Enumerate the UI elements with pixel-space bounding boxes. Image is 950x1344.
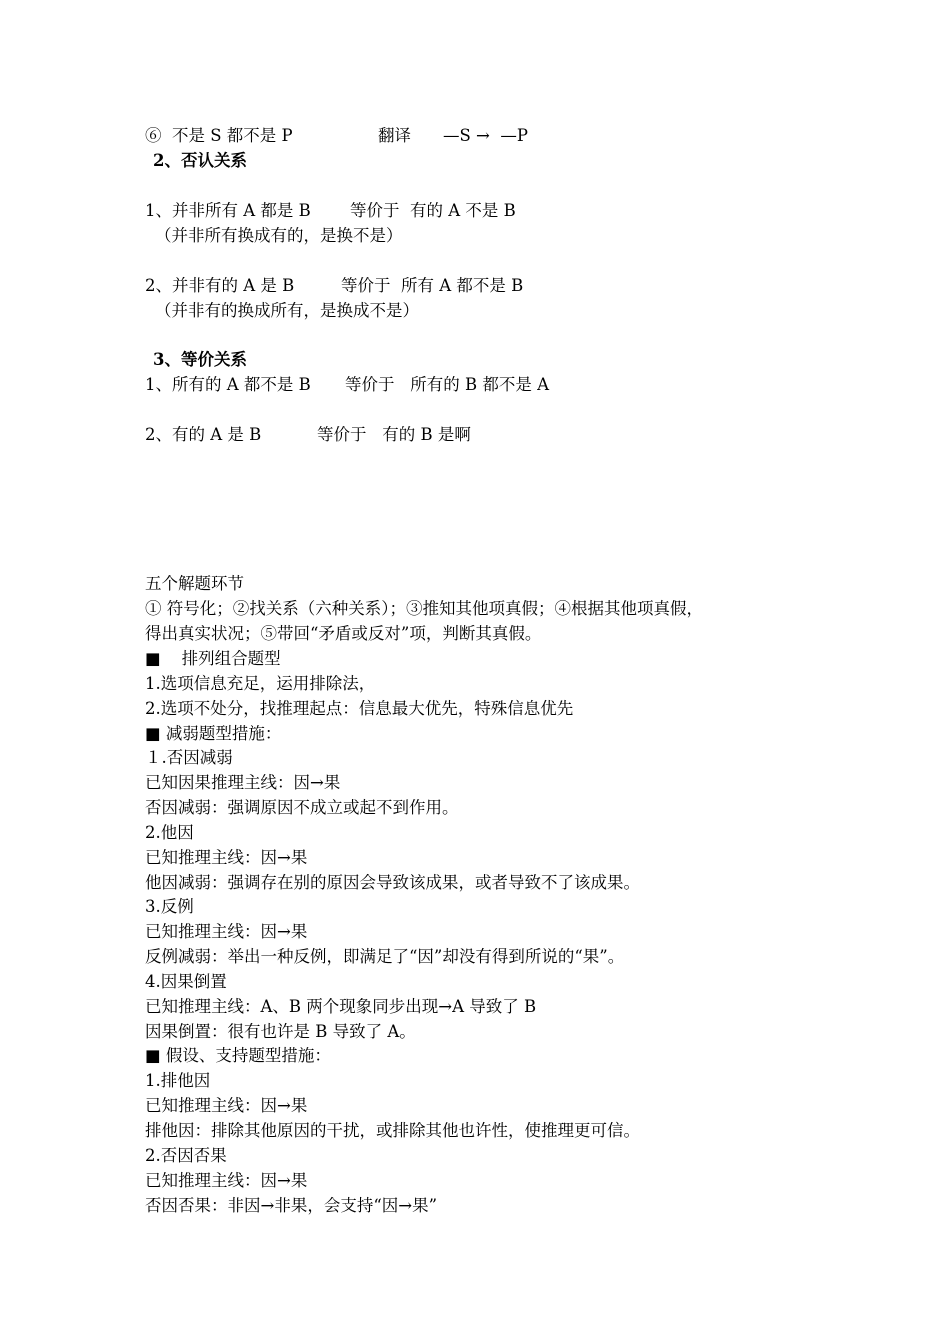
steps-line-1: ① 符号化；②找关系（六种关系）；③推知其他项真假；④根据其他项真假， (145, 599, 703, 618)
weaken-item-1-line-2: 否因减弱：强调原因不成立或起不到作用。 (145, 798, 459, 817)
weaken-item-3-line-2: 反例减弱：举出一种反例，即满足了“因”却没有得到所说的“果”。 (145, 947, 625, 966)
support-item-2-line-1: 已知推理主线：因→果 (145, 1171, 308, 1190)
steps-heading: 五个解题环节 (145, 574, 244, 593)
rule-left: 2、有的 A 是 B (145, 425, 262, 444)
rule-left: 1、并非所有 A 都是 B (145, 201, 311, 220)
denial-note-2: （并非有的换成所有，是换成不是） (155, 301, 419, 320)
rule-right: 等价于 有的 A 不是 B (350, 201, 516, 220)
permutation-heading: ■ 排列组合题型 (145, 649, 281, 668)
weaken-item-4-line-1: 已知推理主线：A、B 两个现象同步出现→A 导致了 B (145, 997, 537, 1016)
weaken-item-4-title: 4.因果倒置 (145, 972, 227, 991)
support-item-1-line-2: 排他因：排除其他原因的干扰，或排除其他也许性，使推理更可信。 (145, 1121, 640, 1140)
section-heading-denial: 2、否认关系 (153, 151, 247, 170)
statement-text: ⑥ 不是 S 都不是 P (145, 126, 293, 145)
weaken-item-1-line-1: 已知因果推理主线：因→果 (145, 773, 341, 792)
rule-left: 2、并非有的 A 是 B (145, 276, 295, 295)
rule-left: 1、所有的 A 都不是 B (145, 375, 311, 394)
steps-line-2: 得出真实状况；⑤带回“矛盾或反对”项，判断其真假。 (145, 624, 542, 643)
support-item-1-line-1: 已知推理主线：因→果 (145, 1096, 308, 1115)
denial-note-1: （并非所有换成有的，是换不是） (155, 226, 403, 245)
permutation-item-2: 2.选项不处分，找推理起点：信息最大优先，特殊信息优先 (145, 699, 574, 718)
weaken-item-2-line-1: 已知推理主线：因→果 (145, 848, 308, 867)
translate-label: 翻译 (378, 126, 411, 145)
support-heading: ■ 假设、支持题型措施： (145, 1046, 331, 1065)
weaken-item-2-title: 2.他因 (145, 823, 194, 842)
permutation-item-1: 1.选项信息充足，运用排除法， (145, 674, 376, 693)
support-item-2-title: 2.否因否果 (145, 1146, 227, 1165)
weaken-item-1-title: １.否因减弱 (145, 748, 233, 767)
weaken-item-3-line-1: 已知推理主线：因→果 (145, 922, 308, 941)
rule-right: 等价于 所有的 B 都不是 A (345, 375, 550, 394)
support-item-1-title: 1.排他因 (145, 1071, 211, 1090)
weaken-heading: ■ 减弱题型措施： (145, 724, 282, 743)
weaken-item-2-line-2: 他因减弱：强调存在别的原因会导致该成果，或者导致不了该成果。 (145, 873, 640, 892)
weaken-item-3-title: 3.反例 (145, 897, 194, 916)
rule-right: 等价于 所有 A 都不是 B (341, 276, 524, 295)
support-item-2-line-2: 否因否果：非因→非果，会支持“因→果” (145, 1196, 438, 1215)
section-heading-equivalence: 3、等价关系 (153, 350, 247, 369)
equivalence-rule-2 (145, 424, 471, 490)
rule-right: 等价于 有的 B 是啊 (317, 425, 471, 444)
symbolic-form: —S → —P (443, 126, 528, 145)
weaken-item-4-line-2: 因果倒置：很有也许是 B 导致了 A。 (145, 1022, 416, 1041)
